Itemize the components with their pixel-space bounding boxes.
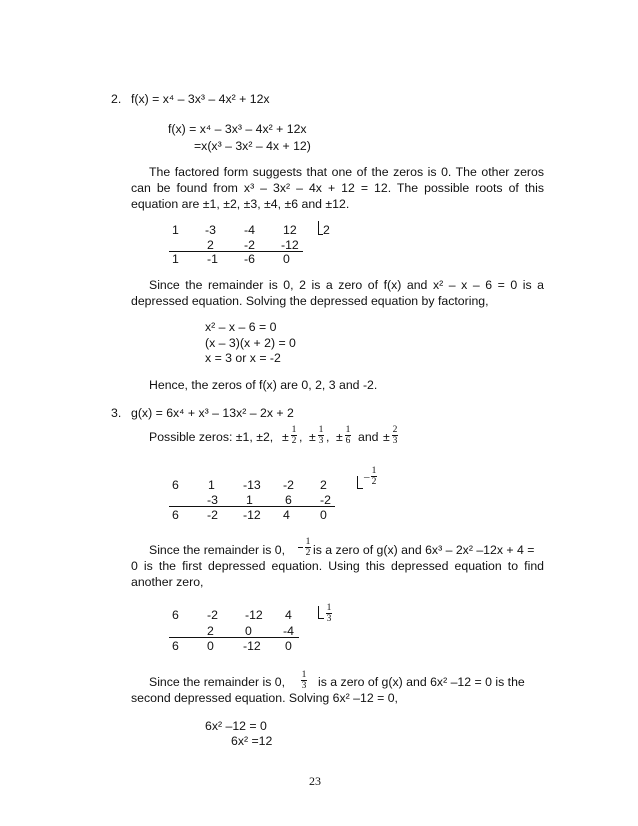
plus-minus: ± [383, 430, 390, 444]
paragraph-line: 0 is the first depressed equation. Using this depressed equation to find [131, 559, 544, 573]
coefficient: 2 [320, 478, 327, 492]
solve-step: 6x² –12 = 0 [205, 719, 267, 733]
paragraph-line: is a zero of g(x) and 6x³ – 2x² –12x + 4 = [313, 543, 535, 557]
paragraph-line: can be found from x³ – 3x² – 4x + 12 = 12. The possible roots of this [131, 181, 544, 195]
negative-sign: – [364, 471, 370, 483]
product-value: 1 [246, 493, 253, 507]
product-value: 2 [207, 624, 214, 638]
plus-minus: ± [309, 430, 316, 444]
negative-sign [298, 547, 303, 548]
product-value: -3 [207, 493, 218, 507]
divisor: 2 [323, 223, 330, 237]
result-value: 0 [207, 639, 214, 653]
coefficient: -3 [205, 223, 216, 237]
paragraph-line: The factored form suggests that one of the zeros is 0. The other zeros [149, 165, 544, 179]
problem-3-number: 3. [111, 406, 122, 420]
product-value: -4 [283, 624, 294, 638]
division-rule [169, 506, 335, 507]
coefficient: -13 [243, 478, 261, 492]
divisor-fraction: 1 3 [326, 603, 332, 624]
product-value: -2 [320, 493, 331, 507]
page-number: 23 [309, 774, 321, 788]
solve-step: 6x² =12 [231, 734, 273, 748]
possible-zeros-prefix: Possible zeros: ±1, ±2, [149, 430, 274, 444]
division-bracket [357, 476, 358, 488]
coefficient: 1 [172, 223, 179, 237]
coefficient: -2 [207, 608, 218, 622]
solve-step: x = 3 or x = -2 [205, 351, 281, 365]
paragraph-line: Since the remainder is 0, [149, 675, 286, 689]
product-value: -12 [281, 238, 299, 252]
remainder: 0 [285, 639, 292, 653]
and-word: and [358, 430, 379, 444]
fraction-one-half: 1 2 [305, 537, 311, 558]
problem-3-statement: g(x) = 6x⁴ + x³ – 13x² – 2x + 2 [131, 406, 294, 420]
result-value: -1 [207, 252, 218, 266]
comma: , [326, 430, 330, 444]
division-bracket [318, 618, 324, 619]
coefficient: 12 [283, 223, 297, 237]
fraction-two-thirds: 2 3 [392, 425, 398, 446]
solve-step: (x – 3)(x + 2) = 0 [205, 336, 296, 350]
division-bracket [318, 221, 319, 234]
factoring-step-2: =x(x³ – 3x² – 4x + 12) [194, 139, 311, 153]
result-value: -12 [243, 508, 261, 522]
plus-minus: ± [282, 430, 289, 444]
coefficient: 1 [208, 478, 215, 492]
division-bracket [318, 606, 319, 618]
division-bracket [357, 488, 363, 489]
remainder: 0 [320, 508, 327, 522]
fraction-one-third: 1 3 [301, 670, 307, 691]
product-value: 2 [207, 238, 214, 252]
solve-step: x² – x – 6 = 0 [205, 320, 277, 334]
problem-2-statement: f(x) = x⁴ – 3x³ – 4x² + 12x [131, 92, 270, 106]
coefficient: 6 [172, 608, 179, 622]
coefficient: -2 [283, 478, 294, 492]
result-value: 6 [172, 508, 179, 522]
comma: , [299, 430, 303, 444]
paragraph-line: is a zero of g(x) and 6x² –12 = 0 is the [318, 675, 525, 689]
coefficient: 4 [285, 608, 292, 622]
result-value: -12 [243, 639, 261, 653]
division-rule [169, 637, 299, 638]
result-value: -2 [207, 508, 218, 522]
product-value: -2 [244, 238, 255, 252]
paragraph-line: another zero, [131, 575, 204, 589]
paragraph-line: equation are ±1, ±2, ±3, ±4, ±6 and ±12. [131, 197, 350, 211]
fraction-one-sixth: 1 6 [345, 425, 351, 446]
fraction-one-third: 1 3 [318, 425, 324, 446]
conclusion: Hence, the zeros of f(x) are 0, 2, 3 and -2. [149, 378, 378, 392]
paragraph-line: Since the remainder is 0, 2 is a zero of f(x) and x² – x – 6 = 0 is a [149, 278, 544, 292]
result-value: -6 [244, 252, 255, 266]
result-value: 6 [172, 639, 179, 653]
paragraph-line: depressed equation. Solving the depressed equation by factoring, [131, 294, 489, 308]
result-value: 4 [283, 508, 290, 522]
problem-2-number: 2. [111, 92, 122, 106]
divisor-fraction: 1 2 [371, 466, 377, 487]
product-value: 0 [245, 624, 252, 638]
paragraph-line: Since the remainder is 0, [149, 543, 286, 557]
coefficient: -4 [244, 223, 255, 237]
coefficient: 6 [172, 478, 179, 492]
remainder: 0 [283, 252, 290, 266]
factoring-step-1: f(x) = x⁴ – 3x³ – 4x² + 12x [168, 122, 307, 136]
paragraph-line: second depressed equation. Solving 6x² –12 = 0, [131, 691, 398, 705]
plus-minus: ± [336, 430, 343, 444]
coefficient: -12 [245, 608, 263, 622]
fraction-one-half: 1 2 [291, 425, 297, 446]
result-value: 1 [172, 252, 179, 266]
product-value: 6 [285, 493, 292, 507]
